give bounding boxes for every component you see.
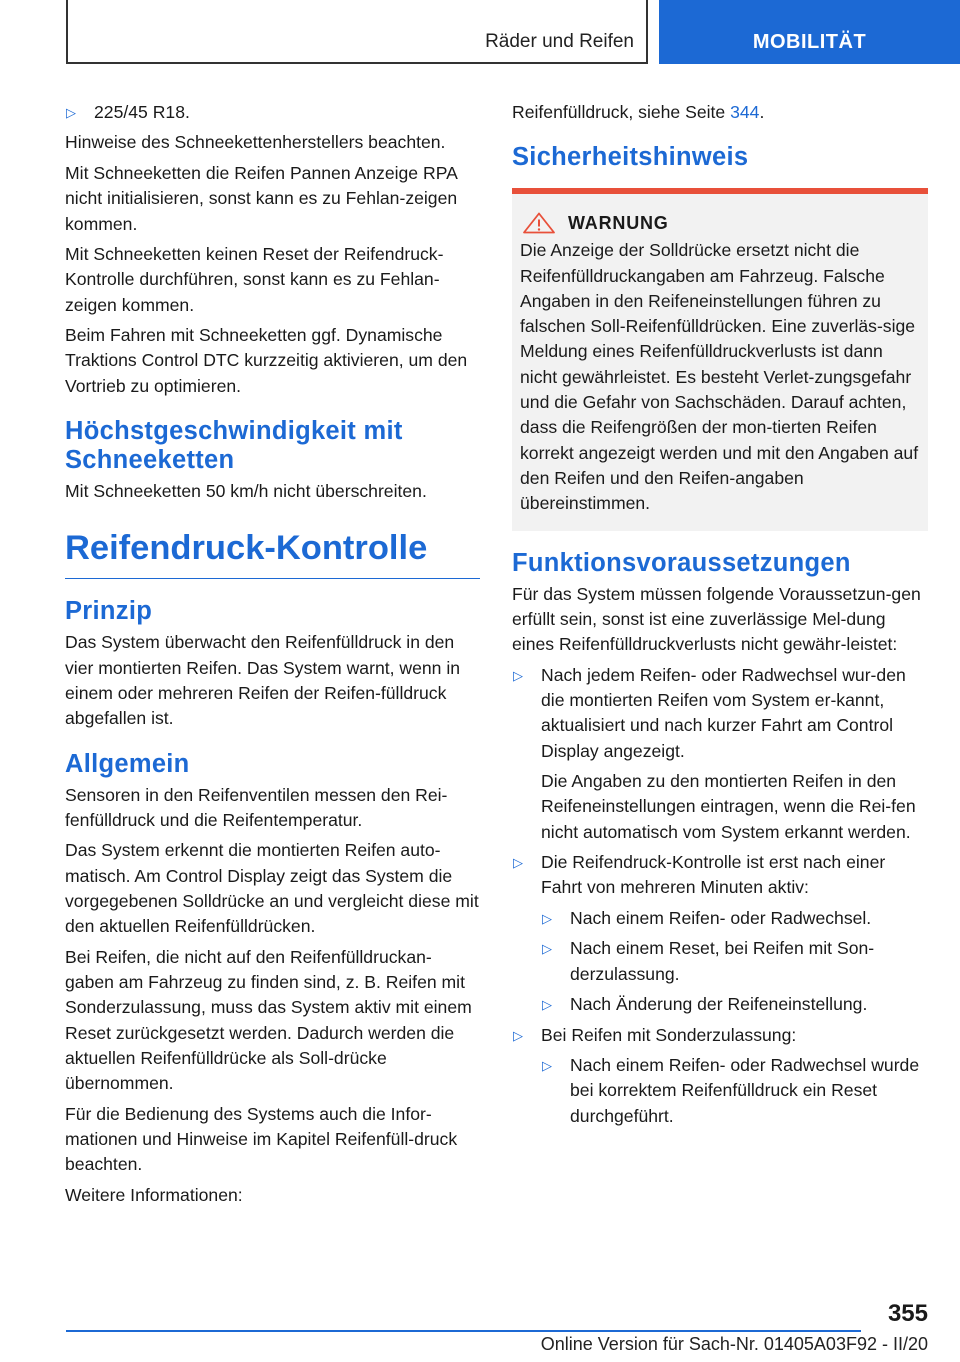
page-reference: [512, 100, 928, 125]
page-reference-text: Reifenfülldruck, siehe Seite: [512, 102, 731, 122]
paragraph-dtc: Beim Fahren mit Schneeketten ggf. Dynamische Traktions Control DTC kurzzeitig aktivieren, um den Vortrieb zu optimieren.: [65, 325, 468, 396]
subbullet-reset-durchgefuehrt: ▷ Nach einem Reifen- oder Radwechsel wurde bei korrektem Reifenfülldruck ein Reset durchgeführt.: [541, 1053, 928, 1129]
page-reference-end: .: [759, 102, 765, 122]
heading-sicherheitshinweis: Sicherheitshinweis: [512, 143, 749, 172]
warning-header: [520, 212, 920, 234]
paragraph-rpa: Mit Schneeketten die Reifen Pannen Anzeige RPA nicht initialisieren, sonst kann es zu Fehlan-zeigen kommen.: [65, 162, 458, 234]
bullet-sonderzulassung: ▷ Bei Reifen mit Sonderzulassung:: [512, 1023, 928, 1048]
header-chapter-badge: MOBILITÄT: [659, 0, 960, 64]
bullet-tire-size: ▷ 225/45 R18.: [65, 100, 480, 125]
warning-triangle-icon: [522, 212, 556, 234]
paragraph-speed: Mit Schneeketten 50 km/h nicht überschreiten.: [65, 481, 427, 502]
footer-text: Online Version für Sach-Nr. 01405A03F92 - II/20: [540, 1334, 928, 1354]
paragraph-bedienung: Für die Bedienung des Systems auch die Infor-mationen und Hinweise im Kapitel Reifenfüll-druck beachten.: [65, 1103, 458, 1175]
paragraph-funktion: Für das System müssen folgende Voraussetzun-gen erfüllt sein, sonst ist eine zuverlässige Mel-dung eines Reifenfülldruckverlusts nicht gewähr-leistet:: [512, 583, 921, 655]
paragraph-sonderzulassung: Bei Reifen, die nicht auf den Reifenfülldruckan-gaben am Fahrzeug zu finden sind, z. B. Reifen mit Sonderzulassung, muss das System aktiv mit einem Reset zurückgesetzt werden. Dadurch werden die aktuellen Reifenfülldrücke als Soll-drücke übernommen.: [65, 946, 472, 1094]
paragraph-weitere-informationen: Weitere Informationen:: [65, 1184, 243, 1205]
paragraph-prinzip: Das System überwacht den Reifenfülldruck in den vier montierten Reifen. Das System warnt, wenn in einem oder mehreren Reifen der Reifen-fülldruck abgefallen ist.: [65, 632, 461, 729]
bullet-radwechsel: ▷ Nach jedem Reifen- oder Radwechsel wur-den die montierten Reifen vom System er-kannt, aktualisiert und nach kurzer Fahrt am Control Display angezeigt.: [512, 663, 928, 764]
subbullet-radwechsel: ▷ Nach einem Reifen- oder Radwechsel.: [541, 906, 928, 931]
right-column: [512, 100, 928, 1134]
heading-hoechstgeschwindigkeit: Höchstgeschwindigkeit mit Schneeketten: [65, 417, 403, 475]
heading-prinzip: Prinzip: [65, 597, 153, 626]
subbullet-reset: ▷ Nach einem Reset, bei Reifen mit Son-derzulassung.: [541, 936, 928, 987]
page-reference-link[interactable]: 344: [730, 102, 760, 122]
page-number: 355: [887, 1300, 928, 1327]
warning-text: Die Anzeige der Solldrücke ersetzt nicht die Reifenfülldruckangaben am Fahrzeug. Falsche Angaben in den Reifeneinstellungen führen zu falschen Soll-Reifenfülldrücken. Eine zuverläs-sige Meldung eines Reifenfülldruckverlusts ist dann nicht gewährleistet. Es besteht Verlet-zungsgefahr und die Gefahr von Sachschäden. Darauf achten, dass die Reifengrößen der mon-tierten Reifen korrekt angezeigt werden und mit den Angaben auf den Reifen und den Reifen-angaben übereinstimmen.: [520, 240, 919, 514]
paragraph-sensoren: Sensoren in den Reifenventilen messen den Rei-fenfülldruck und die Reifentemperatur.: [65, 784, 448, 830]
footer-divider: [66, 1330, 861, 1332]
warning-box: [512, 188, 928, 530]
heading-allgemein: Allgemein: [65, 749, 190, 778]
heading-funktionsvoraussetzungen: Funktionsvoraussetzungen: [512, 548, 851, 577]
warning-label: WARNUNG: [568, 212, 669, 233]
header-section-title: Räder und Reifen: [485, 31, 634, 52]
left-column: [65, 100, 480, 1213]
chapter-title-reifendruck-kontrolle: Reifendruck-Kontrolle: [65, 528, 480, 579]
paragraph-erkennt: Das System erkennt die montierten Reifen auto-matisch. Am Control Display zeigt das System die vorgegebenen Solldrücke an und vergleicht diese mit den aktuellen Reifenfülldrücken.: [65, 840, 479, 937]
paragraph-hinweise: Hinweise des Schneekettenherstellers beachten.: [65, 132, 446, 153]
subbullet-reifeneinstellung: ▷ Nach Änderung der Reifeneinstellung.: [541, 992, 928, 1017]
bullet-aktiv: ▷ Die Reifendruck-Kontrolle ist erst nach einer Fahrt von mehreren Minuten aktiv:: [512, 850, 928, 901]
bullet-radwechsel-continuation: Die Angaben zu den montierten Reifen in den Reifeneinstellungen eintragen, wenn die Rei-fen nicht automatisch vom System erkannt werden.: [541, 771, 916, 842]
paragraph-reset: Mit Schneeketten keinen Reset der Reifendruck-Kontrolle durchführen, sonst kann es zu Fehlan-zeigen kommen.: [65, 244, 444, 315]
